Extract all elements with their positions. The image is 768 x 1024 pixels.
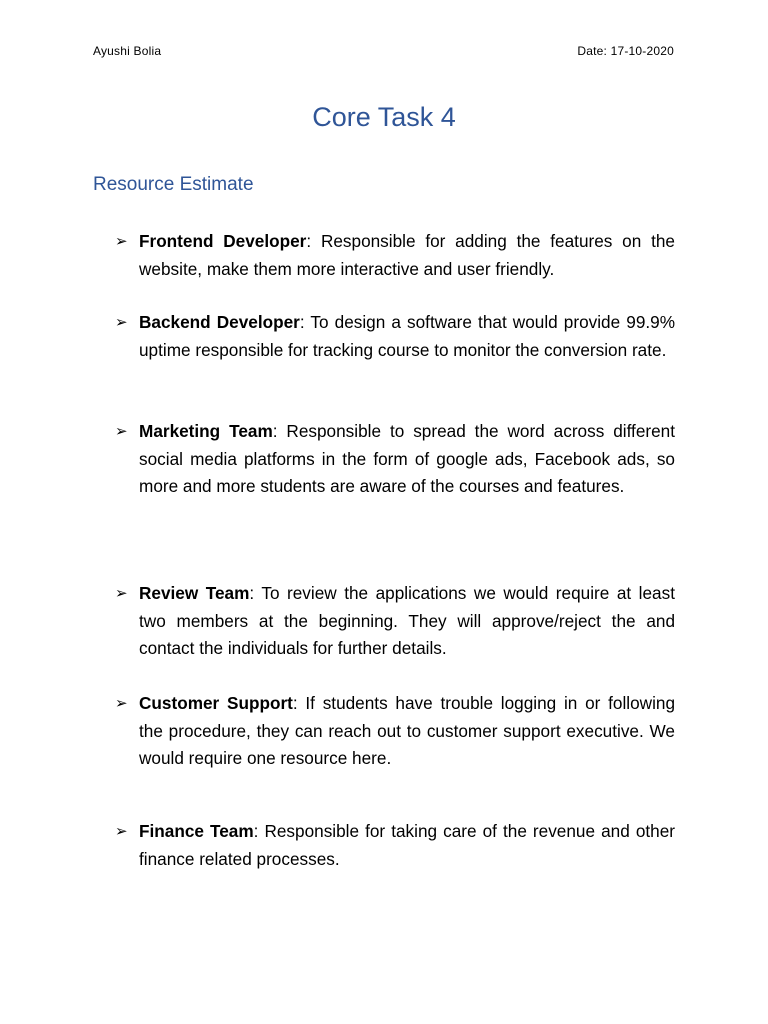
list-item-term: Frontend Developer: [139, 231, 307, 251]
list-item-text: [139, 690, 675, 773]
list-item-description: : If students have trouble logging in or following the procedure, they can reach out to customer support executive. We would require one resource here.: [139, 693, 676, 768]
list-item-term: Finance Team: [139, 821, 254, 841]
list-item-description: : Responsible for taking care of the revenue and other finance related processes.: [139, 821, 675, 869]
list-item-text: [139, 418, 675, 501]
list-item-description: : Responsible to spread the word across different social media platforms in the form of google ads, Facebook ads, so more and more students are aware of the courses and features.: [139, 421, 676, 496]
list-item-text: [139, 309, 675, 364]
arrow-bullet-icon: ➢: [115, 695, 128, 712]
list-item-description: : To design a software that would provide 99.9% uptime responsible for tracking course to monitor the conversion rate.: [139, 312, 675, 360]
list-item-frontend-developer: [115, 228, 675, 283]
list-item-backend-developer: [115, 309, 675, 364]
list-item-review-team: [115, 580, 675, 663]
arrow-bullet-icon: ➢: [115, 823, 128, 840]
arrow-bullet-icon: ➢: [115, 423, 128, 440]
list-item-text: [139, 228, 675, 283]
list-item-text: [139, 580, 675, 663]
list-item-term: Marketing Team: [139, 421, 273, 441]
list-item-term: Review Team: [139, 583, 250, 603]
list-item-marketing-team: [115, 418, 675, 501]
page-title: Core Task 4: [312, 102, 456, 132]
list-item-finance-team: [115, 818, 675, 873]
list-item-term: Backend Developer: [139, 312, 300, 332]
header-author: Ayushi Bolia: [93, 44, 162, 58]
arrow-bullet-icon: ➢: [115, 585, 128, 602]
arrow-bullet-icon: ➢: [115, 314, 128, 331]
list-item-customer-support: [115, 690, 675, 773]
list-item-text: [139, 818, 675, 873]
arrow-bullet-icon: ➢: [115, 233, 128, 250]
list-item-description: : To review the applications we would require at least two members at the beginning. They will approve/reject the and contact the individuals for further details.: [139, 583, 675, 658]
list-item-term: Customer Support: [139, 693, 293, 713]
list-item-description: : Responsible for adding the features on the website, make them more interactive and user friendly.: [139, 231, 675, 279]
section-heading: Resource Estimate: [93, 174, 254, 195]
header-date: Date: 17-10-2020: [577, 44, 674, 58]
